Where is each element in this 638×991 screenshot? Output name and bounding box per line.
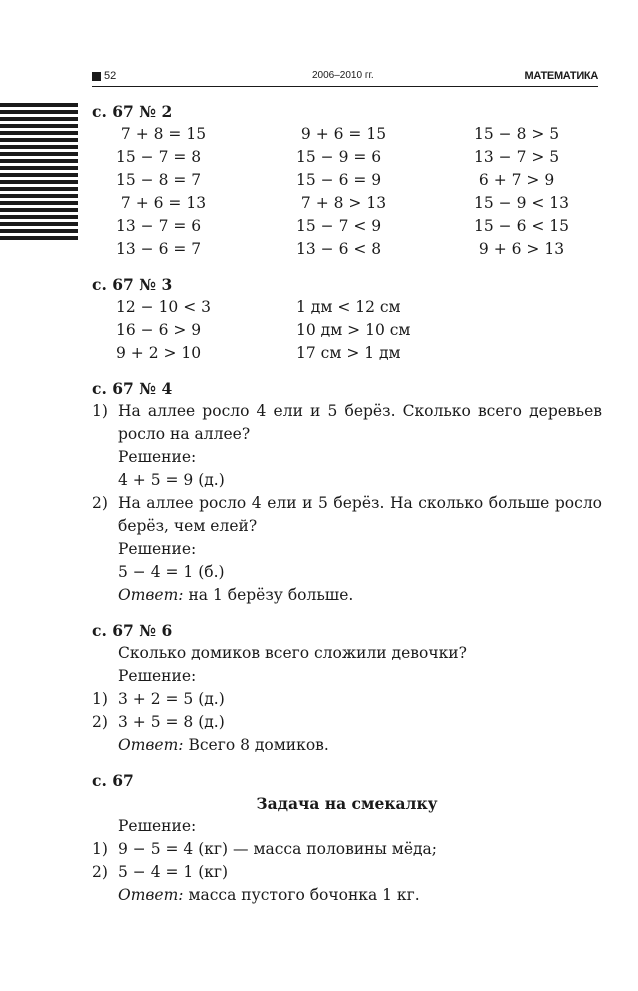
solution-step: 2) 5 − 4 = 1 (кг) <box>92 863 229 881</box>
section-title: с. 67 № 4 <box>92 379 173 398</box>
equation-row: 15 − 8 = 7 15 − 6 = 9 6 + 7 > 9 <box>116 171 555 189</box>
solution-calc: 5 − 4 = 1 (б.) <box>118 563 225 581</box>
comparison-row: 12 − 10 < 3 1 дм < 12 см <box>116 298 401 316</box>
equation-row: 13 − 7 = 6 15 − 7 < 9 15 − 6 < 15 <box>116 217 569 235</box>
answer-label: Ответ: <box>118 736 184 754</box>
solution-step: 1) 3 + 2 = 5 (д.) <box>92 690 225 708</box>
problem-line: 1) На аллее росло 4 ели и 5 берёз. Сколько всего деревьев <box>92 402 602 420</box>
section-title: с. 67 № 6 <box>92 621 173 640</box>
section-title: с. 67 № 2 <box>92 102 173 121</box>
answer-line <box>92 584 602 607</box>
page-header <box>92 70 598 86</box>
problem-line: 2) На аллее росло 4 ели и 5 берёз. На сколько больше росло <box>92 494 602 512</box>
problem-question: Сколько домиков всего сложили девочки? <box>118 644 467 662</box>
solution-label: Решение: <box>118 667 197 685</box>
answer-label: Ответ: <box>118 886 184 904</box>
section-title: с. 67 <box>92 771 134 790</box>
header-square-icon <box>92 72 101 81</box>
answer-text: на 1 берёзу больше. <box>183 586 354 604</box>
comparison-row: 9 + 2 > 10 17 см > 1 дм <box>116 344 401 362</box>
equation-row: 7 + 6 = 13 7 + 8 > 13 15 − 9 < 13 <box>116 194 569 212</box>
equation-row: 15 − 7 = 8 15 − 9 = 6 13 − 7 > 5 <box>116 148 560 166</box>
header-rule <box>92 86 598 87</box>
answer-line <box>92 734 602 757</box>
equation-row: 13 − 6 = 7 13 − 6 < 8 9 + 6 > 13 <box>116 240 565 258</box>
header-subject: МАТЕМАТИКА <box>524 70 598 82</box>
problem-line: берёз, чем елей? <box>118 517 258 535</box>
section-title: с. 67 № 3 <box>92 275 173 294</box>
comparison-row: 16 − 6 > 9 10 дм > 10 см <box>116 321 411 339</box>
equation-row: 7 + 8 = 15 9 + 6 = 15 15 − 8 > 5 <box>116 125 560 143</box>
page-number: 52 <box>104 70 117 82</box>
solution-step: 1) 9 − 5 = 4 (кг) — масса половины мёда; <box>92 840 438 858</box>
page-content <box>92 100 602 907</box>
problem-line: росло на аллее? <box>118 425 251 443</box>
answer-text: Всего 8 домиков. <box>183 736 329 754</box>
solution-label: Решение: <box>118 448 197 466</box>
section-subtitle: Задача на смекалку <box>256 794 438 813</box>
section2-rows <box>92 123 602 261</box>
solution-calc: 4 + 5 = 9 (д.) <box>118 471 225 489</box>
solution-label: Решение: <box>118 540 197 558</box>
answer-line <box>92 884 602 907</box>
header-years: 2006–2010 гг. <box>312 70 374 81</box>
solution-label: Решение: <box>118 817 197 835</box>
solution-step: 2) 3 + 5 = 8 (д.) <box>92 713 225 731</box>
answer-text: масса пустого бочонка 1 кг. <box>183 886 420 904</box>
answer-label: Ответ: <box>118 586 184 604</box>
decorative-stripes <box>0 103 78 243</box>
